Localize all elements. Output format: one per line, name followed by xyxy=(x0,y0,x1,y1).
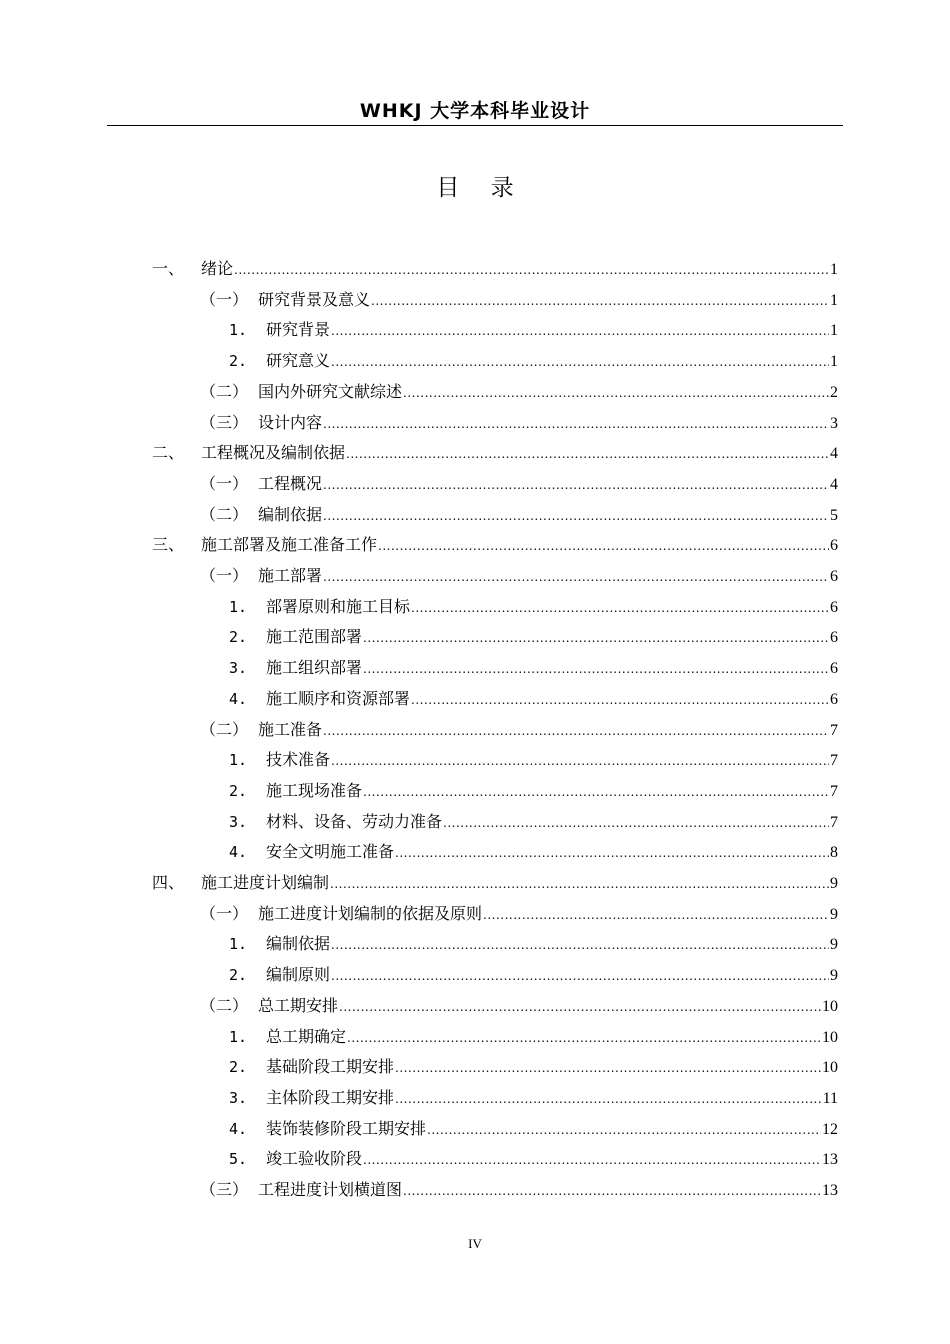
toc-leader-dots xyxy=(363,654,829,684)
toc-leader-dots xyxy=(395,838,829,868)
toc-entry[interactable] xyxy=(200,408,838,438)
toc-entry[interactable] xyxy=(200,469,838,499)
toc-entry-number: 二、 xyxy=(152,443,185,463)
toc-entry-number: 1. xyxy=(229,321,248,340)
toc-entry-title: 安全文明施工准备 xyxy=(266,842,395,862)
toc-entry[interactable] xyxy=(229,1022,838,1052)
toc-entry-number: 4. xyxy=(229,843,248,862)
toc-leader-dots xyxy=(378,531,829,561)
toc-entry-number: 2. xyxy=(229,628,248,647)
toc-leader-dots xyxy=(403,1176,821,1206)
toc-entry-page: 9 xyxy=(830,967,838,985)
toc-entry-page: 13 xyxy=(822,1182,838,1199)
toc-entry[interactable] xyxy=(229,745,838,775)
toc-entry[interactable] xyxy=(152,438,838,468)
toc-entry[interactable] xyxy=(229,592,838,622)
toc-entry-number: 3. xyxy=(229,1088,248,1107)
toc-entry-number: 四、 xyxy=(152,873,185,892)
toc-leader-dots xyxy=(330,869,829,899)
toc-entry[interactable] xyxy=(200,715,838,745)
toc-entry-title: 工程进度计划横道图 xyxy=(258,1180,403,1199)
toc-entry-page: 4 xyxy=(830,475,838,493)
toc-entry[interactable] xyxy=(229,346,838,376)
toc-entry-page: 7 xyxy=(830,813,838,831)
toc-entry[interactable] xyxy=(229,929,838,959)
toc-entry-title: 施工范围部署 xyxy=(266,627,363,647)
toc-entry[interactable] xyxy=(229,837,838,867)
toc-entry-title: 竣工验收阶段 xyxy=(266,1149,363,1169)
toc-entry-page: 6 xyxy=(830,629,838,647)
toc-entry-number: （二） xyxy=(200,995,249,1015)
toc-leader-dots xyxy=(371,286,829,316)
toc-entry-number: 2. xyxy=(229,1058,248,1077)
toc-entry[interactable] xyxy=(229,1114,838,1144)
toc-entry-page: 7 xyxy=(830,721,838,739)
toc-entry-page: 9 xyxy=(830,905,838,923)
toc-entry-page: 9 xyxy=(830,875,838,892)
toc-entry-title: 工程概况 xyxy=(258,473,323,493)
toc-leader-dots xyxy=(323,716,829,746)
toc-leader-dots xyxy=(363,1145,821,1175)
toc-entry-number: （三） xyxy=(200,1180,249,1199)
toc-entry[interactable] xyxy=(229,622,838,652)
toc-entry-page: 13 xyxy=(822,1151,838,1169)
toc-leader-dots xyxy=(323,562,829,592)
toc-entry-title: 编制原则 xyxy=(266,965,331,985)
toc-entry-title: 绪论 xyxy=(201,259,234,278)
toc-leader-dots xyxy=(395,1053,821,1083)
toc-entry-title: 设计内容 xyxy=(258,412,323,432)
toc-entry-page: 3 xyxy=(830,414,838,432)
toc-entry-number: 5. xyxy=(229,1150,248,1169)
toc-entry[interactable] xyxy=(152,254,838,284)
toc-entry[interactable] xyxy=(229,807,838,837)
toc-entry-number: 3. xyxy=(229,812,248,831)
toc-entry-title: 施工现场准备 xyxy=(266,780,363,800)
toc-leader-dots xyxy=(331,930,829,960)
toc-entry[interactable] xyxy=(229,960,838,990)
toc-entry[interactable] xyxy=(152,868,838,898)
toc-entry[interactable] xyxy=(229,1083,838,1113)
toc-entry-title: 研究背景 xyxy=(266,320,331,340)
header-rule xyxy=(107,125,843,126)
toc-entry-title: 编制依据 xyxy=(266,934,331,954)
toc-entry-page: 6 xyxy=(830,660,838,678)
toc-entry[interactable] xyxy=(229,653,838,683)
toc-entry-number: 三、 xyxy=(152,535,185,555)
toc-entry-number: 一、 xyxy=(152,259,185,278)
toc-leader-dots xyxy=(347,1023,821,1053)
toc-entry-number: 4. xyxy=(229,689,248,708)
toc-entry-page: 6 xyxy=(830,568,838,585)
toc-entry-number: 1. xyxy=(229,597,248,616)
toc-entry-title: 部署原则和施工目标 xyxy=(266,596,411,616)
toc-entry-title: 施工部署 xyxy=(258,566,323,585)
toc-leader-dots xyxy=(346,439,829,469)
toc-entry-page: 5 xyxy=(830,506,838,524)
toc-entry-title: 总工期安排 xyxy=(258,995,339,1015)
toc-entry-title: 装饰装修阶段工期安排 xyxy=(266,1118,427,1138)
toc-entry-title: 施工准备 xyxy=(258,719,323,739)
toc-leader-dots xyxy=(339,992,821,1022)
toc-entry-title: 施工进度计划编制的依据及原则 xyxy=(258,903,483,923)
toc-entry-number: 1. xyxy=(229,1027,248,1046)
toc-entry-number: （二） xyxy=(200,381,249,401)
toc-entry-number: （一） xyxy=(200,473,249,493)
toc-entry-page: 1 xyxy=(830,322,838,340)
toc-entry-number: 2. xyxy=(229,352,248,371)
toc-entry-number: （三） xyxy=(200,412,249,432)
toc-entry-page: 11 xyxy=(822,1089,838,1107)
toc-leader-dots xyxy=(234,255,829,285)
toc-entry-number: 4. xyxy=(229,1119,248,1138)
toc-leader-dots xyxy=(395,1084,822,1114)
toc-title: 目 录 xyxy=(436,175,526,201)
toc-entry[interactable] xyxy=(229,1052,838,1082)
toc-entry-number: （一） xyxy=(200,903,249,923)
toc-entry-page: 10 xyxy=(822,1059,838,1077)
toc-entry-title: 施工顺序和资源部署 xyxy=(266,688,411,708)
toc-entry[interactable] xyxy=(200,500,838,530)
toc-entry-number: 2. xyxy=(229,781,248,800)
toc-entry-number: （二） xyxy=(200,719,249,739)
toc-leader-dots xyxy=(331,347,829,377)
toc-entry-page: 1 xyxy=(830,261,838,278)
toc-entry-page: 10 xyxy=(822,997,838,1015)
toc-entry[interactable] xyxy=(200,991,838,1021)
toc-entry-title: 施工部署及施工准备工作 xyxy=(201,535,378,555)
toc-leader-dots xyxy=(443,808,829,838)
toc-entry-title: 研究意义 xyxy=(266,351,331,371)
toc-entry[interactable] xyxy=(200,899,838,929)
toc-leader-dots xyxy=(363,623,829,653)
toc-entry-title: 研究背景及意义 xyxy=(258,289,371,309)
toc-leader-dots xyxy=(331,316,829,346)
toc-entry-title: 主体阶段工期安排 xyxy=(266,1087,395,1107)
page-number: IV xyxy=(468,1236,482,1251)
toc-entry-number: （二） xyxy=(200,504,249,524)
toc-entry[interactable] xyxy=(229,776,838,806)
toc-entry-number: （一） xyxy=(200,289,249,309)
toc-entry-title: 施工组织部署 xyxy=(266,658,363,678)
toc-entry-title: 技术准备 xyxy=(266,750,331,770)
toc-entry-number: 2. xyxy=(229,966,248,985)
toc-entry-page: 12 xyxy=(822,1120,838,1138)
toc-entry-number: 1. xyxy=(229,935,248,954)
toc-entry-title: 编制依据 xyxy=(258,504,323,524)
toc-entry-page: 4 xyxy=(830,445,838,463)
toc-entry[interactable] xyxy=(152,530,838,560)
toc-leader-dots xyxy=(403,378,829,408)
toc-leader-dots xyxy=(411,685,829,715)
toc-entry-page: 2 xyxy=(830,383,838,401)
toc-entry-page: 6 xyxy=(830,598,838,616)
toc-entry[interactable] xyxy=(229,1144,838,1174)
toc-leader-dots xyxy=(427,1115,821,1145)
toc-entry-title: 基础阶段工期安排 xyxy=(266,1057,395,1077)
toc-entry-page: 8 xyxy=(830,844,838,862)
toc-leader-dots xyxy=(331,961,829,991)
toc-entry-title: 材料、设备、劳动力准备 xyxy=(266,811,443,831)
toc-entry-number: 3. xyxy=(229,659,248,678)
toc-entry-title: 国内外研究文献综述 xyxy=(258,381,403,401)
toc-leader-dots xyxy=(411,593,829,623)
toc-entry-page: 6 xyxy=(830,690,838,708)
toc-entry-page: 1 xyxy=(830,353,838,371)
toc-leader-dots xyxy=(483,900,829,930)
toc-entry[interactable] xyxy=(229,684,838,714)
toc-entry[interactable] xyxy=(200,285,838,315)
toc-entry[interactable] xyxy=(200,377,838,407)
toc-leader-dots xyxy=(323,409,829,439)
document-header: WHKJ 大学本科毕业设计 xyxy=(359,100,591,122)
toc-entry[interactable] xyxy=(200,1175,838,1205)
toc-leader-dots xyxy=(323,470,829,500)
toc-entry-page: 10 xyxy=(822,1028,838,1046)
toc-leader-dots xyxy=(323,501,829,531)
toc-entry[interactable] xyxy=(229,315,838,345)
toc-entry-page: 1 xyxy=(830,291,838,309)
toc-entry-number: 1. xyxy=(229,751,248,770)
toc-entry-page: 9 xyxy=(830,936,838,954)
toc-entry-page: 6 xyxy=(830,537,838,555)
toc-entry-number: （一） xyxy=(200,566,249,585)
toc-leader-dots xyxy=(331,746,829,776)
toc-entry-page: 7 xyxy=(830,782,838,800)
toc-entry-title: 总工期确定 xyxy=(266,1026,347,1046)
toc-entry-title: 工程概况及编制依据 xyxy=(201,443,346,463)
toc-entry-title: 施工进度计划编制 xyxy=(201,873,330,892)
toc-entry[interactable] xyxy=(200,561,838,591)
toc-leader-dots xyxy=(363,777,829,807)
toc-entry-page: 7 xyxy=(830,752,838,770)
